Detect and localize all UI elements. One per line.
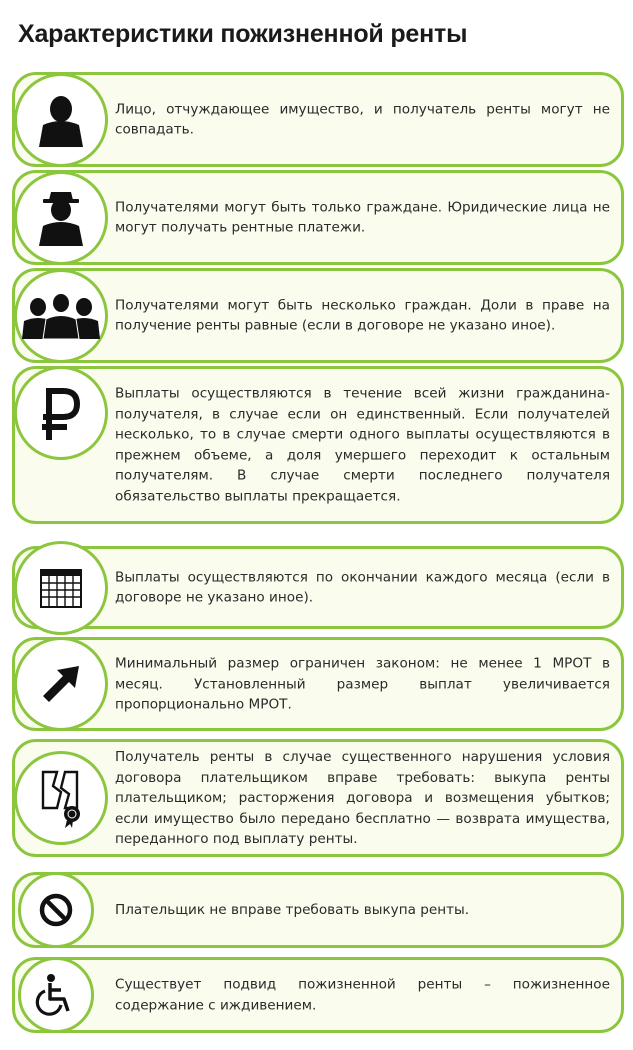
feature-card-2 — [12, 170, 624, 265]
card-text: Минимальный размер ограничен законом: не менее 1 МРОТ в месяц. Установленный размер выплат увеличивается пропорционально МРОТ. — [115, 655, 610, 713]
arrow-up-right-icon — [37, 660, 85, 708]
torn-contract-icon — [37, 768, 85, 828]
group-of-people-icon — [22, 291, 100, 341]
feature-card-7 — [12, 739, 624, 857]
card-text: Получателями могут быть несколько граждан. Доли в праве на получение ренты равные (если в договоре не указано иное). — [115, 297, 610, 334]
icon-circle — [18, 872, 94, 948]
person-icon — [35, 91, 87, 149]
card-text: Плательщик не вправе требовать выкупа ренты. — [115, 901, 470, 918]
feature-card-3 — [12, 268, 624, 363]
card-text: Выплаты осуществляются в течение всей жизни гражданина-получателя, в случае если он единственный. Если получателей несколько, то в случае смерти одного выплаты осуществляются в прежнем объеме, а доля умершего переходит к остальным получателям. В случае смерти последнего получателя обязательство выплаты прекращается. — [115, 385, 610, 504]
icon-circle — [14, 73, 108, 167]
person-in-hat-icon — [35, 188, 87, 248]
card-text: Существует подвид пожизненной ренты – пожизненное содержание с иждивением. — [115, 976, 610, 1013]
card-text: Получатель ренты в случае существенного нарушения условия договора плательщиком вправе требовать: выкупа ренты плательщиком; расторжения договора и возмещения убытков; если имущество было передано бесплатно — возврата имущества, переданного под выплату ренты. — [115, 748, 610, 847]
calendar-icon — [38, 566, 84, 610]
feature-card-1 — [12, 72, 624, 167]
feature-card-6 — [12, 637, 624, 731]
card-text: Получателями могут быть только граждане. Юридические лица не могут получать рентные платежи. — [115, 199, 610, 236]
feature-card-9 — [12, 957, 624, 1033]
ruble-icon — [39, 384, 83, 442]
feature-card-8 — [12, 872, 624, 948]
card-text: Выплаты осуществляются по окончании каждого месяца (если в договоре не указано иное). — [115, 569, 610, 606]
icon-circle — [18, 957, 94, 1033]
feature-card-4 — [12, 366, 624, 524]
icon-circle — [14, 366, 108, 460]
prohibited-icon — [38, 892, 74, 928]
feature-card-5 — [12, 546, 624, 629]
icon-circle — [14, 751, 108, 845]
wheelchair-icon — [34, 973, 78, 1017]
icon-circle — [14, 171, 108, 265]
page-title: Характеристики пожизненной ренты — [18, 20, 468, 48]
icon-circle — [14, 637, 108, 731]
card-text: Лицо, отчуждающее имущество, и получатель ренты могут не совпадать. — [115, 101, 610, 138]
icon-circle — [14, 269, 108, 363]
icon-circle — [14, 541, 108, 635]
